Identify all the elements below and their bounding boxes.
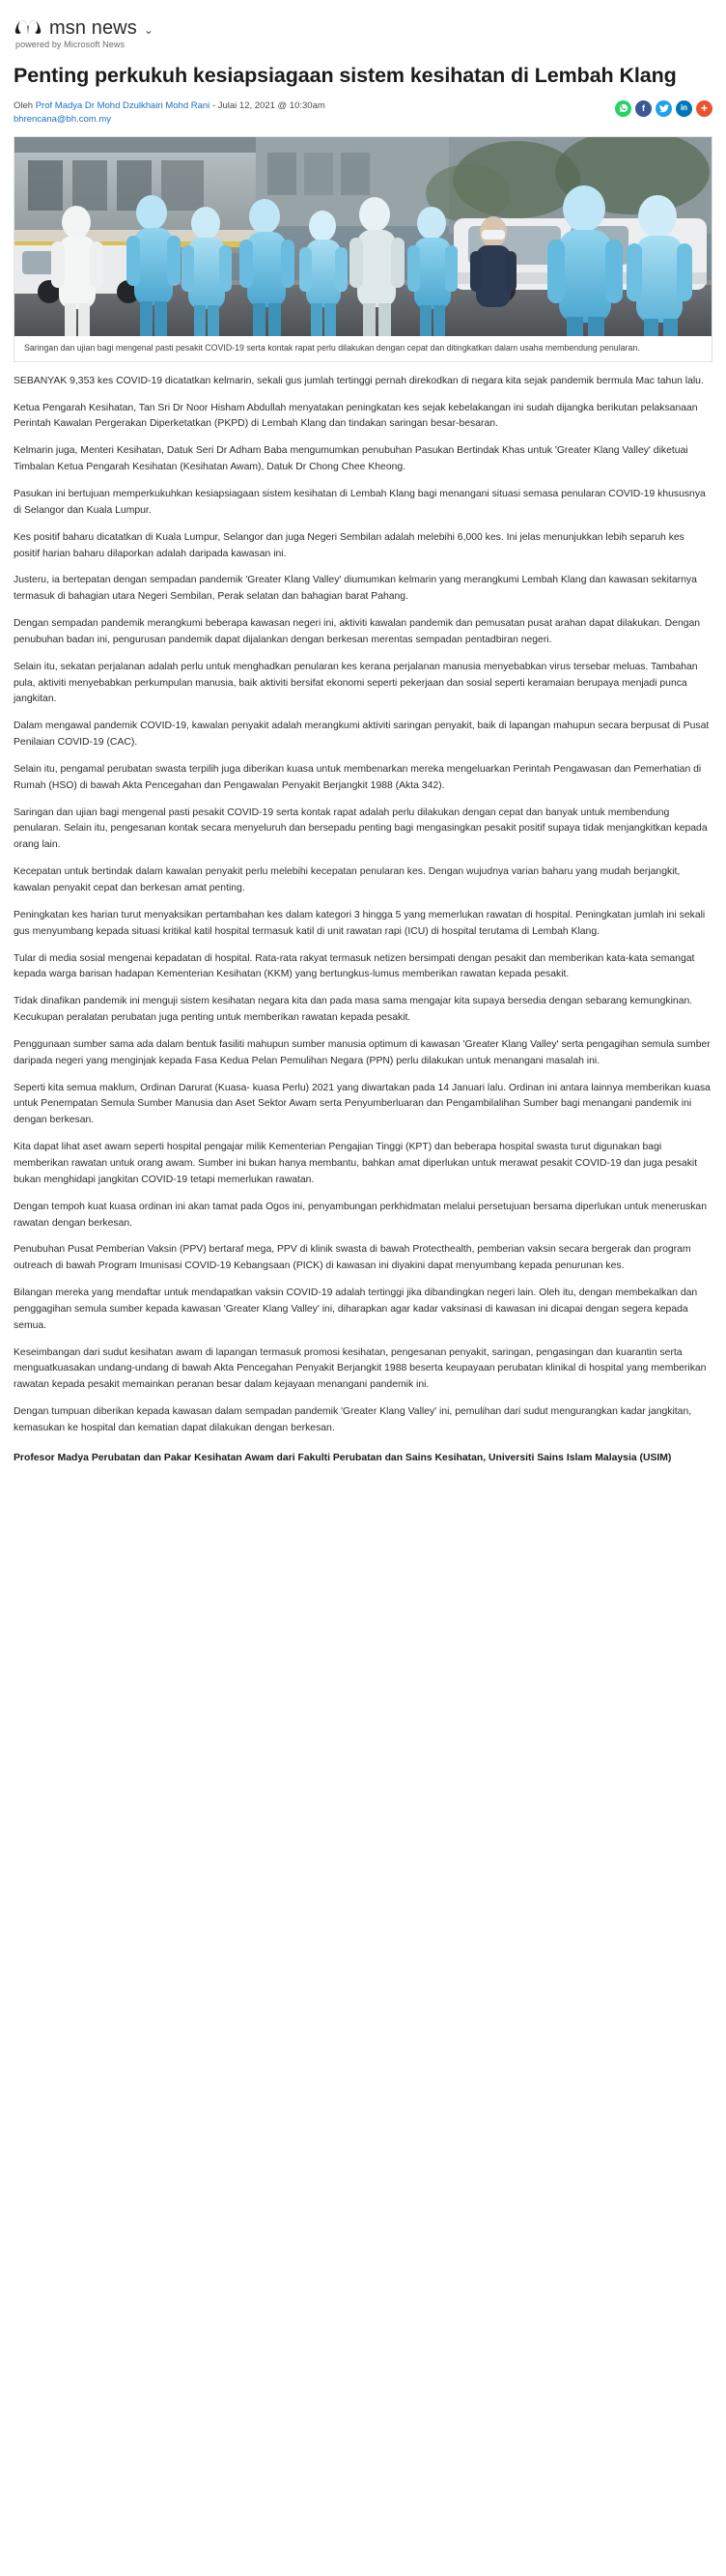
facebook-icon[interactable]: f [635, 100, 652, 117]
paragraph: Dengan sempadan pandemik merangkumi beberapa kawasan negeri ini, aktiviti kawalan pandemik dan pemusatan pusat arahan dapat dilakukan. Dengan penubuhan badan ini, pengurusan pandemik dapat dijalankan dengan berkesan merentas sempadan pentadbiran negeri. [14, 618, 701, 645]
page-title: Penting perkukuh kesiapsiagaan sistem kesihatan di Lembah Klang [14, 64, 677, 87]
paragraph: Kes positif baharu dicatatkan di Kuala Lumpur, Selangor dan juga Negeri Sembilan adalah melebihi 6,000 kes. Ini jelas menunjukkan lebih separuh kes positif harian baharu dilaporkan adalah daripada kawasan ini. [14, 531, 684, 559]
paragraph: Kelmarin juga, Menteri Kesihatan, Datuk Seri Dr Adham Baba mengumumkan penubuhan Pasukan Bertindak Khas untuk 'Greater Klang Valley' diketuai Timbalan Ketua Pengarah Kesihatan (Kesihatan Awam), Datuk Dr Chong Chee Kheong. [14, 445, 688, 473]
figure-caption: Saringan dan ujian bagi mengenal pasti pesakit COVID-19 serta kontak rapat perlu dilakukan dengan cepat dan ditingkatkan dalam usaha membendung penularan. [14, 336, 712, 361]
plus-icon[interactable]: + [696, 100, 712, 117]
paragraph: Ketua Pengarah Kesihatan, Tan Sri Dr Noor Hisham Abdullah menyatakan peningkatan kes sejak kebelakangan ini sudah dijangka berikutan pelaksanaan Perintah Kawalan Pergerakan Diperketatkan (PKPD) di Lembah Klang dan tindakan saringan besar-besaran. [14, 402, 698, 430]
msn-wordmark: msn news [49, 16, 137, 39]
paragraph: Dengan tempoh kuat kuasa ordinan ini akan tamat pada Ogos ini, penyambungan perkhidmatan melalui persetujuan bersama diperlukan untuk meneruskan rawatan dengan berkesan. [14, 1201, 707, 1229]
paragraph: Tular di media sosial mengenai kepadatan di hospital. Rata-rata rakyat termasuk netizen bersimpati dengan pesakit dan memberikan kata-kata semangat kepada warga barisan hadapan Kementerian Kesihatan (KKM) yang bertungkus-lumus memberikan rawatan kepada pesakit. [14, 952, 695, 980]
paragraph: Dalam mengawal pandemik COVID-19, kawalan penyakit adalah merangkumi aktiviti saringan penyakit, baik di lapangan mahupun secara berpusat di Pusat Penilaian COVID-19 (CAC). [14, 721, 710, 749]
paragraph: Kecepatan untuk bertindak dalam kawalan penyakit perlu melebihi kecepatan penularan kes. Dengan wujudnya varian baharu yang mudah berjangkit, kawalan penyakit cepat dan berkesan amat penting. [14, 866, 681, 894]
byline-row [14, 99, 712, 127]
paragraph: Penggunaan sumber sama ada dalam bentuk fasiliti mahupun sumber manusia optimum di kawasan 'Greater Klang Valley' serta pengagihan semula sumber daripada negeri yang menginjak kepada Fasa Kedua Pelan Pemulihan Negara (PPN) perlu dilakukan untuk menangani masalah ini. [14, 1038, 711, 1066]
msn-logo[interactable] [14, 14, 154, 39]
byline-author-link[interactable]: Prof Madya Dr Mohd Dzulkhairi Mohd Rani [35, 99, 210, 111]
paragraph: Penubuhan Pusat Pemberian Vaksin (PPV) bertaraf mega, PPV di klinik swasta di bawah Protecthealth, pemberian vaksin secara bergerak dan program outreach di bawah Program Imunisasi COVID-19 Kebangsaan (PICK) di kawasan ini diyakini dapat menyumbang kepada penurunan kes. [14, 1244, 691, 1272]
lead-figure [14, 136, 712, 362]
paragraph: Peningkatan kes harian turut menyaksikan pertambahan kes dalam kategori 3 hingga 5 yang memerlukan rawatan di hospital. Peningkatan jumlah ini sekali gus menyumbang kepada situasi kritikal katil hospital termasuk katil di unit rawatan rapi (ICU) di hospital terutama di Lembah Klang. [14, 909, 706, 937]
linkedin-icon[interactable]: in [676, 100, 692, 117]
byline-email-link[interactable]: bhrencana@bh.com.my [14, 113, 111, 125]
paragraph: Keseimbangan dari sudut kesihatan awam di lapangan termasuk promosi kesihatan, pengesanan penyakit, saringan, pengasingan dan kuarantin serta menguatkuasakan undang-undang di bawah Akta Pencegahan Penyakit Berjangkit 1988 beserta keupayaan perubatan klinikal di hospital yang memberikan rawatan kepada pesakit memainkan peranan besar dalam kejayaan menangani pandemik ini. [14, 1346, 707, 1391]
paragraph: Dengan tumpuan diberikan kepada kawasan dalam sempadan pandemik 'Greater Klang Valley' ini, pemulihan dari sudut mengurangkan kadar jangkitan, kemasukan ke hospital dan kematian dapat dilakukan dengan berkesan. [14, 1406, 692, 1433]
article-body [14, 374, 712, 1467]
author-signoff: Profesor Madya Perubatan dan Pakar Kesihatan Awam dari Fakulti Perubatan dan Sains Kesihatan, Universiti Sains Islam Malaysia (USIM) [14, 1452, 672, 1463]
byline [14, 99, 325, 127]
share-row [615, 99, 712, 117]
paragraph: Selain itu, pengamal perubatan swasta terpilih juga diberikan kuasa untuk membenarkan mereka mengeluarkan Perintah Pengawasan dan Pemerhatian di Rumah (HSO) di bawah Akta Pencegahan dan Pengawalan Penyakit Berjangkit 1988 (Akta 342). [14, 763, 702, 791]
byline-date: - Julai 12, 2021 @ 10:30am [211, 99, 325, 111]
paragraph: Saringan dan ujian bagi mengenal pasti pesakit COVID-19 serta kontak rapat adalah perlu dilakukan dengan cepat dan banyak untuk membendung penularan. Selain itu, pengesanan kontak secara menyeluruh dan bersepadu penting bagi mengasingkan pesakit positif supaya tidak menjangkitkan kepada orang lain. [14, 807, 708, 851]
paragraph: Selain itu, sekatan perjalanan adalah perlu untuk menghadkan penularan kes kerana perjalanan manusia menyebabkan virus tersebar meluas. Tambahan pula, aktiviti menyebabkan perkumpulan manusia, baik aktiviti bersifat ekonomi seperti pekerjaan dan sosial seperti keramaian berupaya menjadi punca jangkitan. [14, 661, 698, 705]
byline-prefix: Oleh [14, 99, 34, 111]
paragraph: Seperti kita semua maklum, Ordinan Darurat (Kuasa- kuasa Perlu) 2021 yang diwartakan pada 14 Januari lalu. Ordinan ini antara lainnya memberikan kuasa untuk Penempatan Semula Sumber Manusia dan Aset Sektor Awam serta Penyumberluaran dan Pengambilalihan Sumber bagi menangani pandemik ini dengan berkesan. [14, 1082, 711, 1126]
paragraph: Pasukan ini bertujuan memperkukuhkan kesiapsiagaan sistem kesihatan di Lembah Klang bagi menangani situasi semasa penularan COVID-19 khususnya di Selangor dan Kuala Lumpur. [14, 488, 706, 516]
paragraph: Justeru, ia bertepatan dengan sempadan pandemik 'Greater Klang Valley' diumumkan kelmarin yang merangkumi Lembah Klang dan kawasan sekitarnya termasuk di bahagian utara Negeri Sembilan, Perak selatan dan bahagian barat Pahang. [14, 575, 697, 603]
powered-by-label: powered by Microsoft News [15, 40, 126, 49]
msn-butterfly-icon [14, 14, 42, 39]
paragraph: Tidak dinafikan pandemik ini menguji sistem kesihatan negara kita dan pada masa sama mengajar kita supaya bersedia dengan sebarang kemungkinan. Kecukupan peralatan perubatan juga penting untuk memberikan rawatan kepada pesakit. [14, 996, 693, 1024]
masthead [14, 10, 712, 51]
paragraph: Bilangan mereka yang mendaftar untuk mendapatkan vaksin COVID-19 adalah tertinggi jika dibandingkan negeri lain. Oleh itu, dengan membekalkan dan penggagihan semula sumber kepada kawasan 'Greater Klang Valley' ini, diharapkan agar kadar vaksinasi di kawasan ini dicapai dengan segera kepada semua. [14, 1288, 698, 1331]
paragraph: Kita dapat lihat aset awam seperti hospital pengajar milik Kementerian Pengajian Tinggi (KPT) dan beberapa hospital swasta turut digunakan bagi memberikan rawatan untuk orang awam. Sumber ini bukan hanya membantu, bahkan amat diperlukan untuk merawat pesakit COVID-19 dan juga pesakit bukan menghidapi jangkitan COVID-19 tetapi memerlukan rawatan. [14, 1142, 698, 1185]
paragraph: SEBANYAK 9,353 kes COVID-19 dicatatkan kelmarin, sekali gus jumlah tertinggi pernah direkodkan di negara kita sejak pandemik bermula Mac tahun lalu. [14, 375, 704, 386]
chevron-down-icon[interactable]: ⌄ [143, 23, 154, 37]
whatsapp-icon[interactable] [615, 100, 631, 117]
twitter-icon[interactable] [656, 100, 672, 117]
lead-photo [14, 137, 712, 336]
